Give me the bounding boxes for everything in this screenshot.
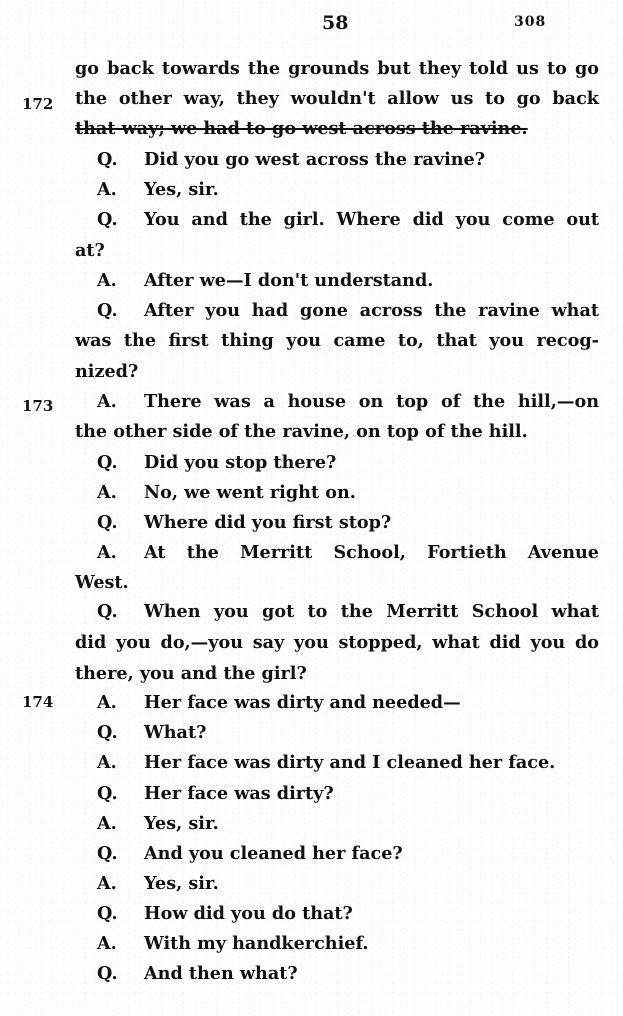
qa-line [97, 842, 403, 866]
speaker-tag: Q. [97, 512, 118, 533]
qa-text: At the Merritt School, Fortieth Avenue [144, 542, 599, 563]
speaker-tag: A. [97, 813, 117, 834]
speaker-tag: A. [97, 391, 117, 412]
speaker-tag: Q. [97, 963, 118, 984]
qa-line [97, 932, 369, 956]
text-line: nized? [75, 361, 139, 382]
qa-line [97, 390, 599, 414]
qa-line [97, 782, 334, 806]
qa-text: After we—I don't understand. [144, 270, 434, 291]
qa-text: Yes, sir. [144, 813, 219, 834]
qa-line [97, 481, 356, 505]
qa-line [97, 691, 461, 715]
qa-text: What? [144, 722, 207, 743]
qa-text: Her face was dirty and I cleaned her face. [144, 752, 556, 773]
qa-line [97, 751, 555, 775]
text-line: was the first thing you came to, that you recog- [75, 330, 599, 351]
speaker-tag: Q. [97, 300, 118, 321]
qa-text: Yes, sir. [144, 179, 219, 200]
speaker-tag: A. [97, 933, 117, 954]
text-line: that way; we had to go west across the ravine. [75, 118, 528, 139]
qa-text: You and the girl. Where did you come out [144, 209, 599, 230]
speaker-tag: A. [97, 179, 117, 200]
qa-line [97, 299, 599, 323]
qa-text: Where did you first stop? [144, 512, 392, 533]
speaker-tag: Q. [97, 209, 118, 230]
corner-mark: 308 [514, 14, 547, 30]
speaker-tag: Q. [97, 903, 118, 924]
qa-text: When you got to the Merritt School what [144, 601, 599, 622]
qa-line [97, 962, 298, 986]
qa-text: There was a house on top of the hill,—on [144, 391, 599, 412]
qa-text: No, we went right on. [144, 482, 356, 503]
speaker-tag: A. [97, 873, 117, 894]
qa-text: Did you stop there? [144, 452, 337, 473]
margin-number: 172 [22, 95, 54, 113]
qa-text: And then what? [144, 963, 298, 984]
text-line: at? [75, 240, 105, 261]
text-line: there, you and the girl? [75, 663, 307, 684]
text-line: go back towards the grounds but they told us to go [75, 58, 599, 79]
qa-text: After you had gone across the ravine what [144, 300, 599, 321]
qa-text: Her face was dirty and needed— [144, 692, 461, 713]
speaker-tag: Q. [97, 783, 118, 804]
speaker-tag: Q. [97, 601, 118, 622]
margin-number: 173 [22, 397, 54, 415]
speaker-tag: Q. [97, 722, 118, 743]
margin-number: 174 [22, 693, 54, 711]
qa-line [97, 208, 599, 232]
speaker-tag: A. [97, 752, 117, 773]
speaker-tag: A. [97, 270, 117, 291]
qa-line [97, 812, 219, 836]
qa-line [97, 269, 433, 293]
qa-line [97, 541, 599, 565]
speaker-tag: A. [97, 482, 117, 503]
qa-line [97, 511, 391, 535]
qa-text: Yes, sir. [144, 873, 219, 894]
speaker-tag: Q. [97, 452, 118, 473]
qa-line [97, 902, 353, 926]
qa-line [97, 451, 336, 475]
text-line: the other way, they wouldn't allow us to go back [75, 88, 599, 109]
text-line: the other side of the ravine, on top of the hill. [75, 421, 528, 442]
qa-text: With my handkerchief. [144, 933, 369, 954]
qa-line [97, 872, 219, 896]
speaker-tag: A. [97, 542, 117, 563]
speaker-tag: A. [97, 692, 117, 713]
qa-text: And you cleaned her face? [144, 843, 403, 864]
qa-text: Did you go west across the ravine? [144, 149, 486, 170]
qa-line [97, 148, 485, 172]
page-number: 58 [322, 12, 349, 34]
speaker-tag: Q. [97, 843, 118, 864]
text-line: West. [75, 572, 129, 593]
text-line: did you do,—you say you stopped, what did you do [75, 632, 599, 653]
qa-line [97, 721, 206, 745]
qa-text: Her face was dirty? [144, 783, 334, 804]
speaker-tag: Q. [97, 149, 118, 170]
qa-text: How did you do that? [144, 903, 353, 924]
qa-line [97, 178, 219, 202]
qa-line [97, 600, 599, 624]
